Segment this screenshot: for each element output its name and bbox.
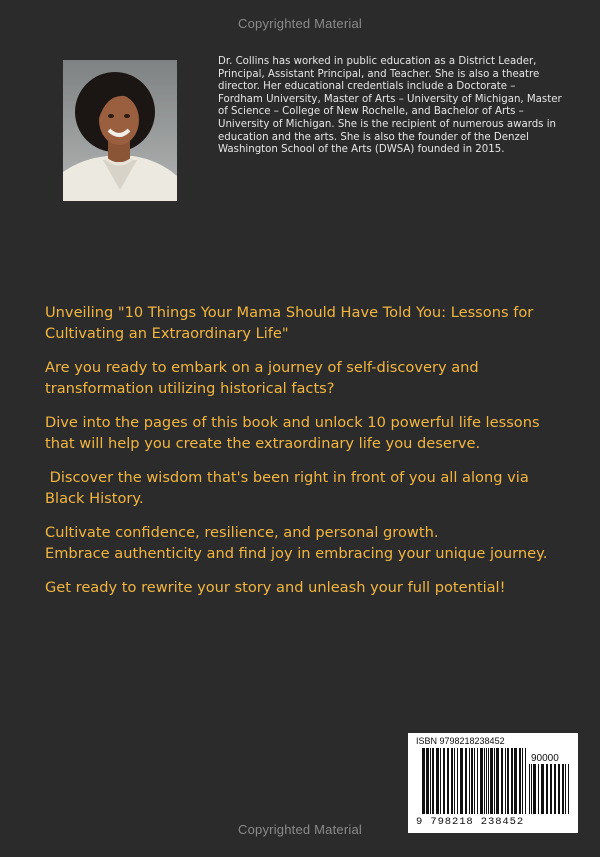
blurb-paragraph: Are you ready to embark on a journey of self-discovery and transformation utilizing historical facts? <box>45 359 484 397</box>
isbn-label: ISBN 9798218238452 <box>416 736 505 746</box>
book-blurb <box>45 303 570 613</box>
barcode-addon-bars-icon <box>529 764 569 814</box>
blurb-paragraph: Discover the wisdom that's been right in front of you all along via Black History. <box>45 469 534 507</box>
isbn-barcode <box>408 733 578 833</box>
author-portrait-icon <box>63 60 177 201</box>
copyright-watermark-bottom: Copyrighted Material <box>238 822 362 837</box>
author-bio: Dr. Collins has worked in public education as a District Leader, Principal, Assistant Principal, and Teacher. She is also a theatre director. Her educational credentials include a Doctorate – Fordham University, Master of Arts – University of Michigan, Master of Science – College of New Rochelle, and Bachelor of Arts – University of Michigan. She is the recipient of numerous awards in education and the arts. She is also the founder of the Denzel Washington School of the Arts (DWSA) founded in 2015. <box>218 56 562 156</box>
barcode-bars-icon <box>422 748 526 814</box>
blurb-paragraph-title: Unveiling "10 Things Your Mama Should Have Told You: Lessons for Cultivating an Extraordinary Life" <box>45 304 538 342</box>
blurb-paragraph: Dive into the pages of this book and unlock 10 powerful life lessons that will help you create the extraordinary life you deserve. <box>45 414 545 452</box>
blurb-paragraph: Get ready to rewrite your story and unleash your full potential! <box>45 579 506 596</box>
copyright-watermark-top: Copyrighted Material <box>238 16 362 31</box>
price-code: 90000 <box>531 753 559 764</box>
author-photo <box>63 60 177 201</box>
isbn-digits: 9 798218 238452 <box>416 816 525 828</box>
blurb-paragraph: Cultivate confidence, resilience, and personal growth. Embrace authenticity and find joy in embracing your unique journey. <box>45 524 548 562</box>
